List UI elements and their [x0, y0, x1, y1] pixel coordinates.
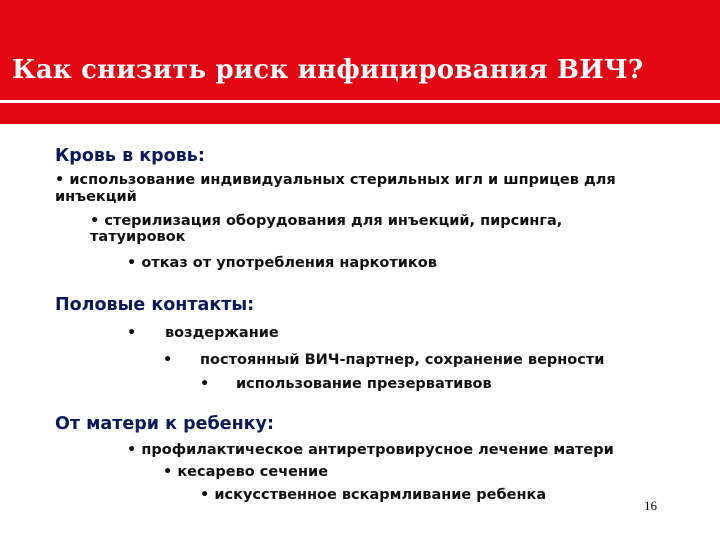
list-item-text: отказ от употребления наркотиков	[141, 255, 437, 271]
list-item	[90, 213, 562, 230]
bullet: •	[200, 487, 210, 503]
list-item-text: использование индивидуальных стерильных игл и шприцев для	[69, 172, 616, 188]
bullet: •	[127, 442, 137, 458]
page-number: 16	[644, 498, 657, 513]
section-heading-blood: Кровь в кровь:	[55, 146, 205, 166]
list-item-text: искусственное вскармливание ребенка	[214, 487, 547, 503]
bullet: •	[127, 255, 137, 271]
list-item-text: профилактическое антиретровирусное лечение матери	[141, 442, 614, 458]
list-item-bullet: •	[200, 376, 210, 392]
list-item-text: стерилизация оборудования для инъекций, пирсинга,	[104, 213, 563, 229]
list-item	[163, 464, 328, 481]
list-item-text: кесарево сечение	[177, 464, 329, 480]
bullet: •	[163, 464, 173, 480]
list-item	[127, 255, 437, 272]
section-heading-sexual: Половые контакты:	[55, 295, 255, 315]
list-item-text: использование презервативов	[236, 376, 492, 392]
list-item-bullet: •	[127, 325, 137, 341]
list-item-bullet: •	[163, 352, 173, 368]
list-item-text: воздержание	[165, 325, 279, 341]
bullet: •	[55, 172, 65, 188]
list-item-continuation: инъекций	[55, 189, 137, 205]
list-item	[55, 172, 616, 189]
list-item-continuation: татуировок	[90, 229, 186, 245]
list-item	[200, 487, 546, 504]
title-banner-divider	[0, 100, 720, 103]
list-item-text: постоянный ВИЧ-партнер, сохранение верности	[200, 352, 605, 368]
section-heading-mother-child: От матери к ребенку:	[55, 414, 274, 434]
slide-title: Как снизить риск инфицирования ВИЧ?	[12, 55, 644, 85]
bullet: •	[90, 213, 100, 229]
list-item	[127, 442, 614, 459]
